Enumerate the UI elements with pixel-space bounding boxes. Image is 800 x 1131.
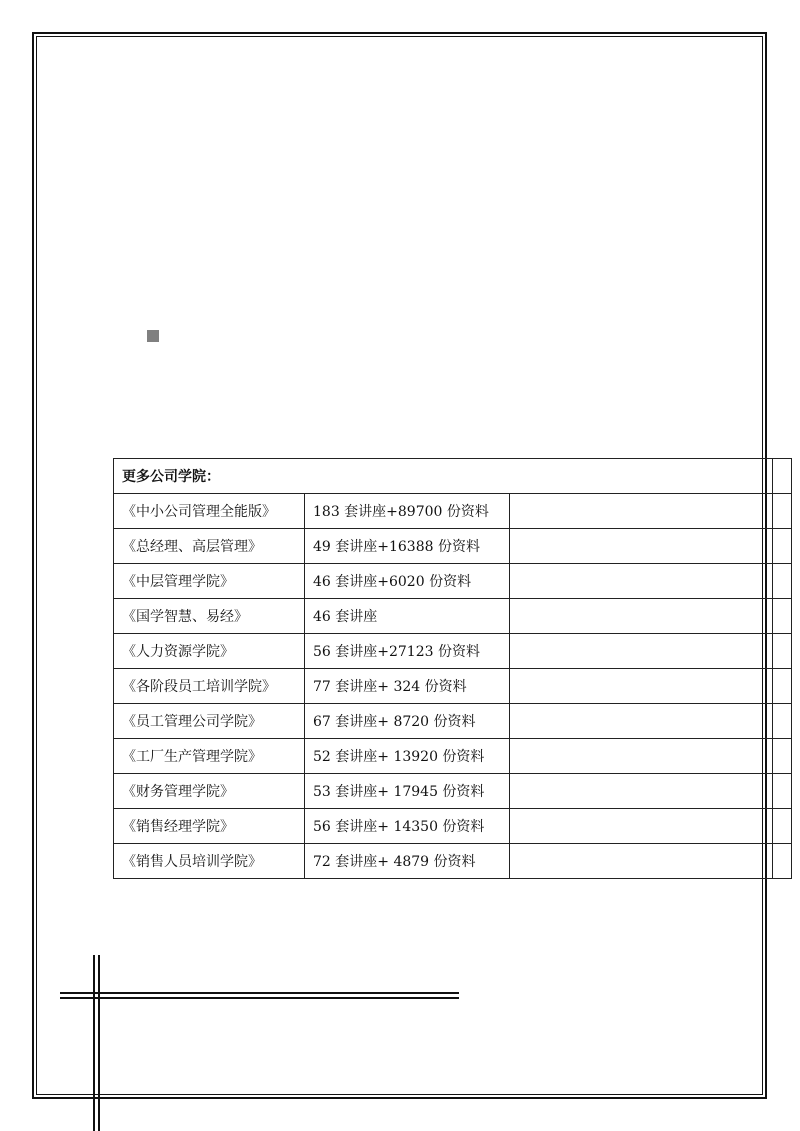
academy-detail: 52 套讲座+ 13920 份资料 (305, 739, 510, 774)
empty-cell (510, 739, 773, 774)
table-row (114, 529, 792, 564)
table-header-edge-cell (773, 459, 792, 494)
academy-name: 《销售经理学院》 (114, 809, 305, 844)
empty-cell (510, 634, 773, 669)
academy-name: 《国学智慧、易经》 (114, 599, 305, 634)
edge-cell (773, 739, 792, 774)
academy-detail: 46 套讲座 (305, 599, 510, 634)
academy-name: 《各阶段员工培训学院》 (114, 669, 305, 704)
table-row (114, 739, 792, 774)
edge-cell (773, 809, 792, 844)
table-header: 更多公司学院： (114, 459, 773, 494)
academy-detail: 72 套讲座+ 4879 份资料 (305, 844, 510, 879)
edge-cell (773, 704, 792, 739)
academy-detail: 67 套讲座+ 8720 份资料 (305, 704, 510, 739)
edge-cell (773, 774, 792, 809)
empty-cell (510, 774, 773, 809)
edge-cell (773, 494, 792, 529)
empty-cell (510, 494, 773, 529)
academy-detail: 49 套讲座+16388 份资料 (305, 529, 510, 564)
edge-cell (773, 634, 792, 669)
edge-cell (773, 599, 792, 634)
academy-name: 《中层管理学院》 (114, 564, 305, 599)
table-row (114, 809, 792, 844)
empty-cell (510, 844, 773, 879)
empty-cell (510, 529, 773, 564)
square-bullet-icon (147, 330, 159, 342)
decor-vline-1 (93, 955, 95, 1131)
table-row (114, 494, 792, 529)
academy-detail: 53 套讲座+ 17945 份资料 (305, 774, 510, 809)
table-row (114, 774, 792, 809)
table-row (114, 599, 792, 634)
academy-detail: 183 套讲座+89700 份资料 (305, 494, 510, 529)
academy-name: 《人力资源学院》 (114, 634, 305, 669)
edge-cell (773, 564, 792, 599)
academy-name: 《员工管理公司学院》 (114, 704, 305, 739)
academy-detail: 46 套讲座+6020 份资料 (305, 564, 510, 599)
table-row (114, 704, 792, 739)
table-row (114, 844, 792, 879)
decor-vline-2 (98, 955, 100, 1131)
academy-detail: 56 套讲座+27123 份资料 (305, 634, 510, 669)
academy-name: 《销售人员培训学院》 (114, 844, 305, 879)
academy-detail: 77 套讲座+ 324 份资料 (305, 669, 510, 704)
decor-hline-2 (60, 997, 459, 999)
empty-cell (510, 564, 773, 599)
academy-name: 《总经理、高层管理》 (114, 529, 305, 564)
edge-cell (773, 844, 792, 879)
empty-cell (510, 704, 773, 739)
table-row (114, 564, 792, 599)
empty-cell (510, 669, 773, 704)
academy-table (113, 458, 792, 879)
empty-cell (510, 809, 773, 844)
academy-detail: 56 套讲座+ 14350 份资料 (305, 809, 510, 844)
edge-cell (773, 529, 792, 564)
empty-cell (510, 599, 773, 634)
table-row (114, 669, 792, 704)
academy-name: 《工厂生产管理学院》 (114, 739, 305, 774)
table-header-row (114, 459, 792, 494)
edge-cell (773, 669, 792, 704)
decor-hline-1 (60, 992, 459, 994)
academy-name: 《财务管理学院》 (114, 774, 305, 809)
table-row (114, 634, 792, 669)
academy-name: 《中小公司管理全能版》 (114, 494, 305, 529)
